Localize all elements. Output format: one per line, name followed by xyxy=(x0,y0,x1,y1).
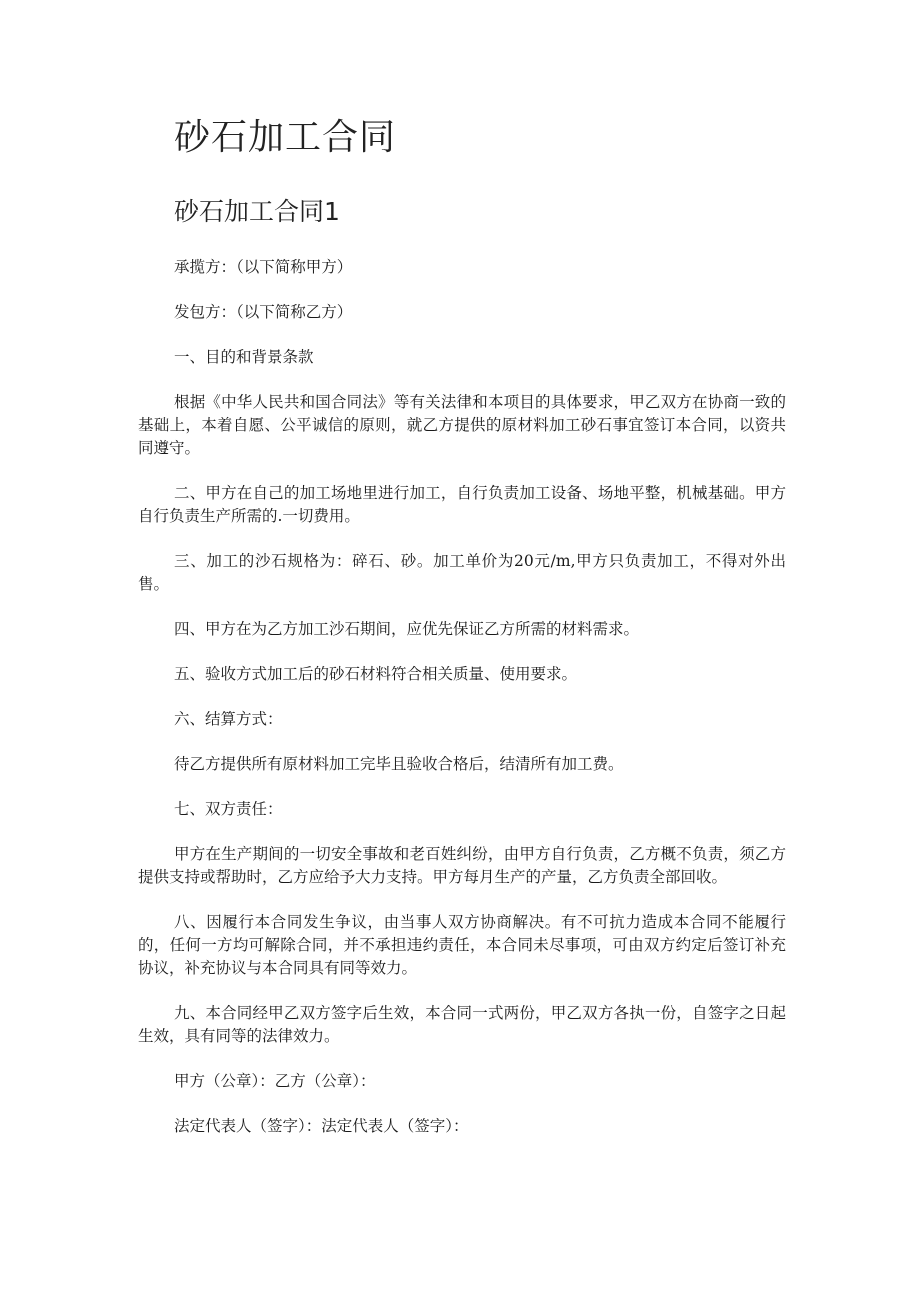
paragraph-contractor: 承揽方：（以下简称甲方） xyxy=(174,258,353,276)
paragraph-section-1-body: 根据《中华人民共和国合同法》等有关法律和本项目的具体要求，甲乙双方在协商一致的基础上，本着自愿、公平诚信的原则，就乙方提供的原材料加工砂石事宜签订本合同，以资共同遵守。 xyxy=(138,393,786,457)
paragraph-section-9: 九、本合同经甲乙双方签字后生效，本合同一式两份，甲乙双方各执一份，自签字之日起生效，具有同等的法律效力。 xyxy=(138,1004,786,1045)
paragraph-section-1-heading: 一、目的和背景条款 xyxy=(174,348,314,366)
paragraph-section-5: 五、验收方式加工后的砂石材料符合相关质量、使用要求。 xyxy=(174,665,578,683)
document-subtitle: 砂石加工合同1 xyxy=(174,197,340,226)
paragraph-section-3: 三、加工的沙石规格为：碎石、砂。加工单价为20元/m,甲方只负责加工，不得对外出售。 xyxy=(138,552,786,593)
document-title: 砂石加工合同 xyxy=(174,117,397,158)
paragraph-signatures: 法定代表人（签字）：法定代表人（签字）： xyxy=(174,1117,469,1135)
paragraph-section-6-heading: 六、结算方式： xyxy=(174,710,283,728)
paragraph-section-8: 八、因履行本合同发生争议，由当事人双方协商解决。有不可抗力造成本合同不能履行的，任何一方均可解除合同，并不承担违约责任，本合同未尽事项，可由双方约定后签订补充协议，补充协议与本合同具有同等效力。 xyxy=(138,913,786,977)
document-body xyxy=(138,112,786,1138)
paragraph-client: 发包方：（以下简称乙方） xyxy=(174,303,353,321)
paragraph-section-6-body: 待乙方提供所有原材料加工完毕且验收合格后，结清所有加工费。 xyxy=(174,755,624,773)
paragraph-section-4: 四、甲方在为乙方加工沙石期间，应优先保证乙方所需的材料需求。 xyxy=(174,620,640,638)
paragraph-section-7-heading: 七、双方责任： xyxy=(174,800,283,818)
paragraph-section-2: 二、甲方在自己的加工场地里进行加工，自行负责加工设备、场地平整，机械基础。甲方自行负责生产所需的.一切费用。 xyxy=(138,484,786,525)
paragraph-section-7-body: 甲方在生产期间的一切安全事故和老百姓纠纷，由甲方自行负责，乙方概不负责，须乙方提供支持或帮助时，乙方应给予大力支持。甲方每月生产的产量，乙方负责全部回收。 xyxy=(138,845,786,886)
paragraph-seals: 甲方（公章）：乙方（公章）： xyxy=(174,1072,376,1090)
